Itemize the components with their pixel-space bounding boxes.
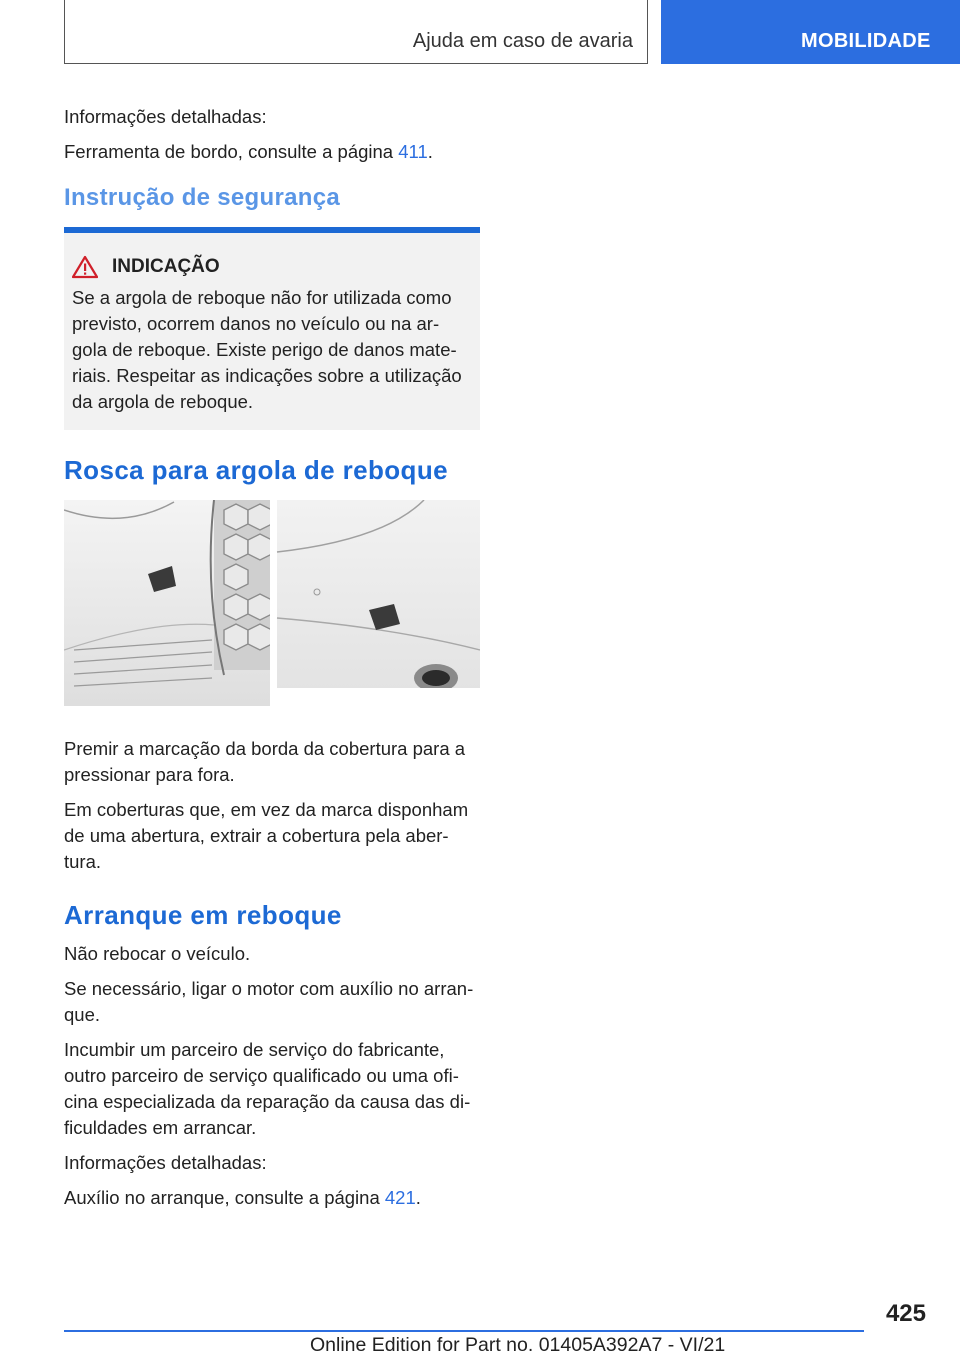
notice-text: Se a argola de reboque não for utilizada como previsto, ocorrem danos no veículo ou na ar-gola de reboque. Existe perigo de danos mate-riais. Respeitar as indicações sobre a utilização da argola de reboque. <box>72 287 462 412</box>
warning-icon <box>72 255 98 279</box>
intro-block <box>64 104 480 165</box>
jumpstart-body <box>64 941 480 1211</box>
tab-label: MOBILIDADE <box>801 30 931 52</box>
reference-text: Ferramenta de bordo, consulte a página <box>64 141 399 162</box>
notice-box <box>64 227 480 430</box>
thread-para-1: Premir a marcação da borda da cobertura para a pressionar para fora. <box>64 738 466 785</box>
header-box <box>64 0 648 64</box>
jumpstart-details-label: Informações detalhadas: <box>64 1152 267 1173</box>
section-title: Ajuda em caso de avaria <box>412 30 633 52</box>
reference-end: . <box>427 141 433 162</box>
jumpstart-reference-line <box>64 1185 480 1211</box>
details-label: Informações detalhadas: <box>64 106 267 127</box>
safety-heading: Instrução de segurança <box>64 184 341 211</box>
jumpstart-para-1: Não rebocar o veículo. <box>64 943 251 964</box>
thread-para-2: Em coberturas que, em vez da marca disponham de uma abertura, extrair a cobertura pela aber-tura. <box>64 799 469 872</box>
jumpstart-heading: Arranque em reboque <box>64 900 342 930</box>
jumpstart-para-3: Incumbir um parceiro de serviço do fabricante, outro parceiro de serviço qualificado ou uma ofi-cina especializada da reparação da causa das di-ficuldades em arrancar. <box>64 1039 471 1138</box>
reference-text: Auxílio no arranque, consulte a página <box>64 1187 385 1208</box>
page-link-421[interactable]: 421 <box>384 1187 416 1208</box>
bumper-illustration <box>64 500 480 706</box>
reference-line <box>64 139 480 165</box>
thread-heading: Rosca para argola de reboque <box>64 455 448 485</box>
jumpstart-para-2: Se necessário, ligar o motor com auxílio no arran-que. <box>64 978 474 1025</box>
page-link-411[interactable]: 411 <box>398 141 428 162</box>
page-number: 425 <box>885 1300 926 1327</box>
thread-body <box>64 736 480 875</box>
tab-mobilidade[interactable] <box>661 0 960 64</box>
edition-note: Online Edition for Part no. 01405A392A7 - VI/21 <box>310 1334 726 1356</box>
footer-divider <box>64 1330 864 1332</box>
notice-header <box>72 255 220 279</box>
notice-label: INDICAÇÃO <box>112 256 220 277</box>
reference-end: . <box>415 1187 421 1208</box>
